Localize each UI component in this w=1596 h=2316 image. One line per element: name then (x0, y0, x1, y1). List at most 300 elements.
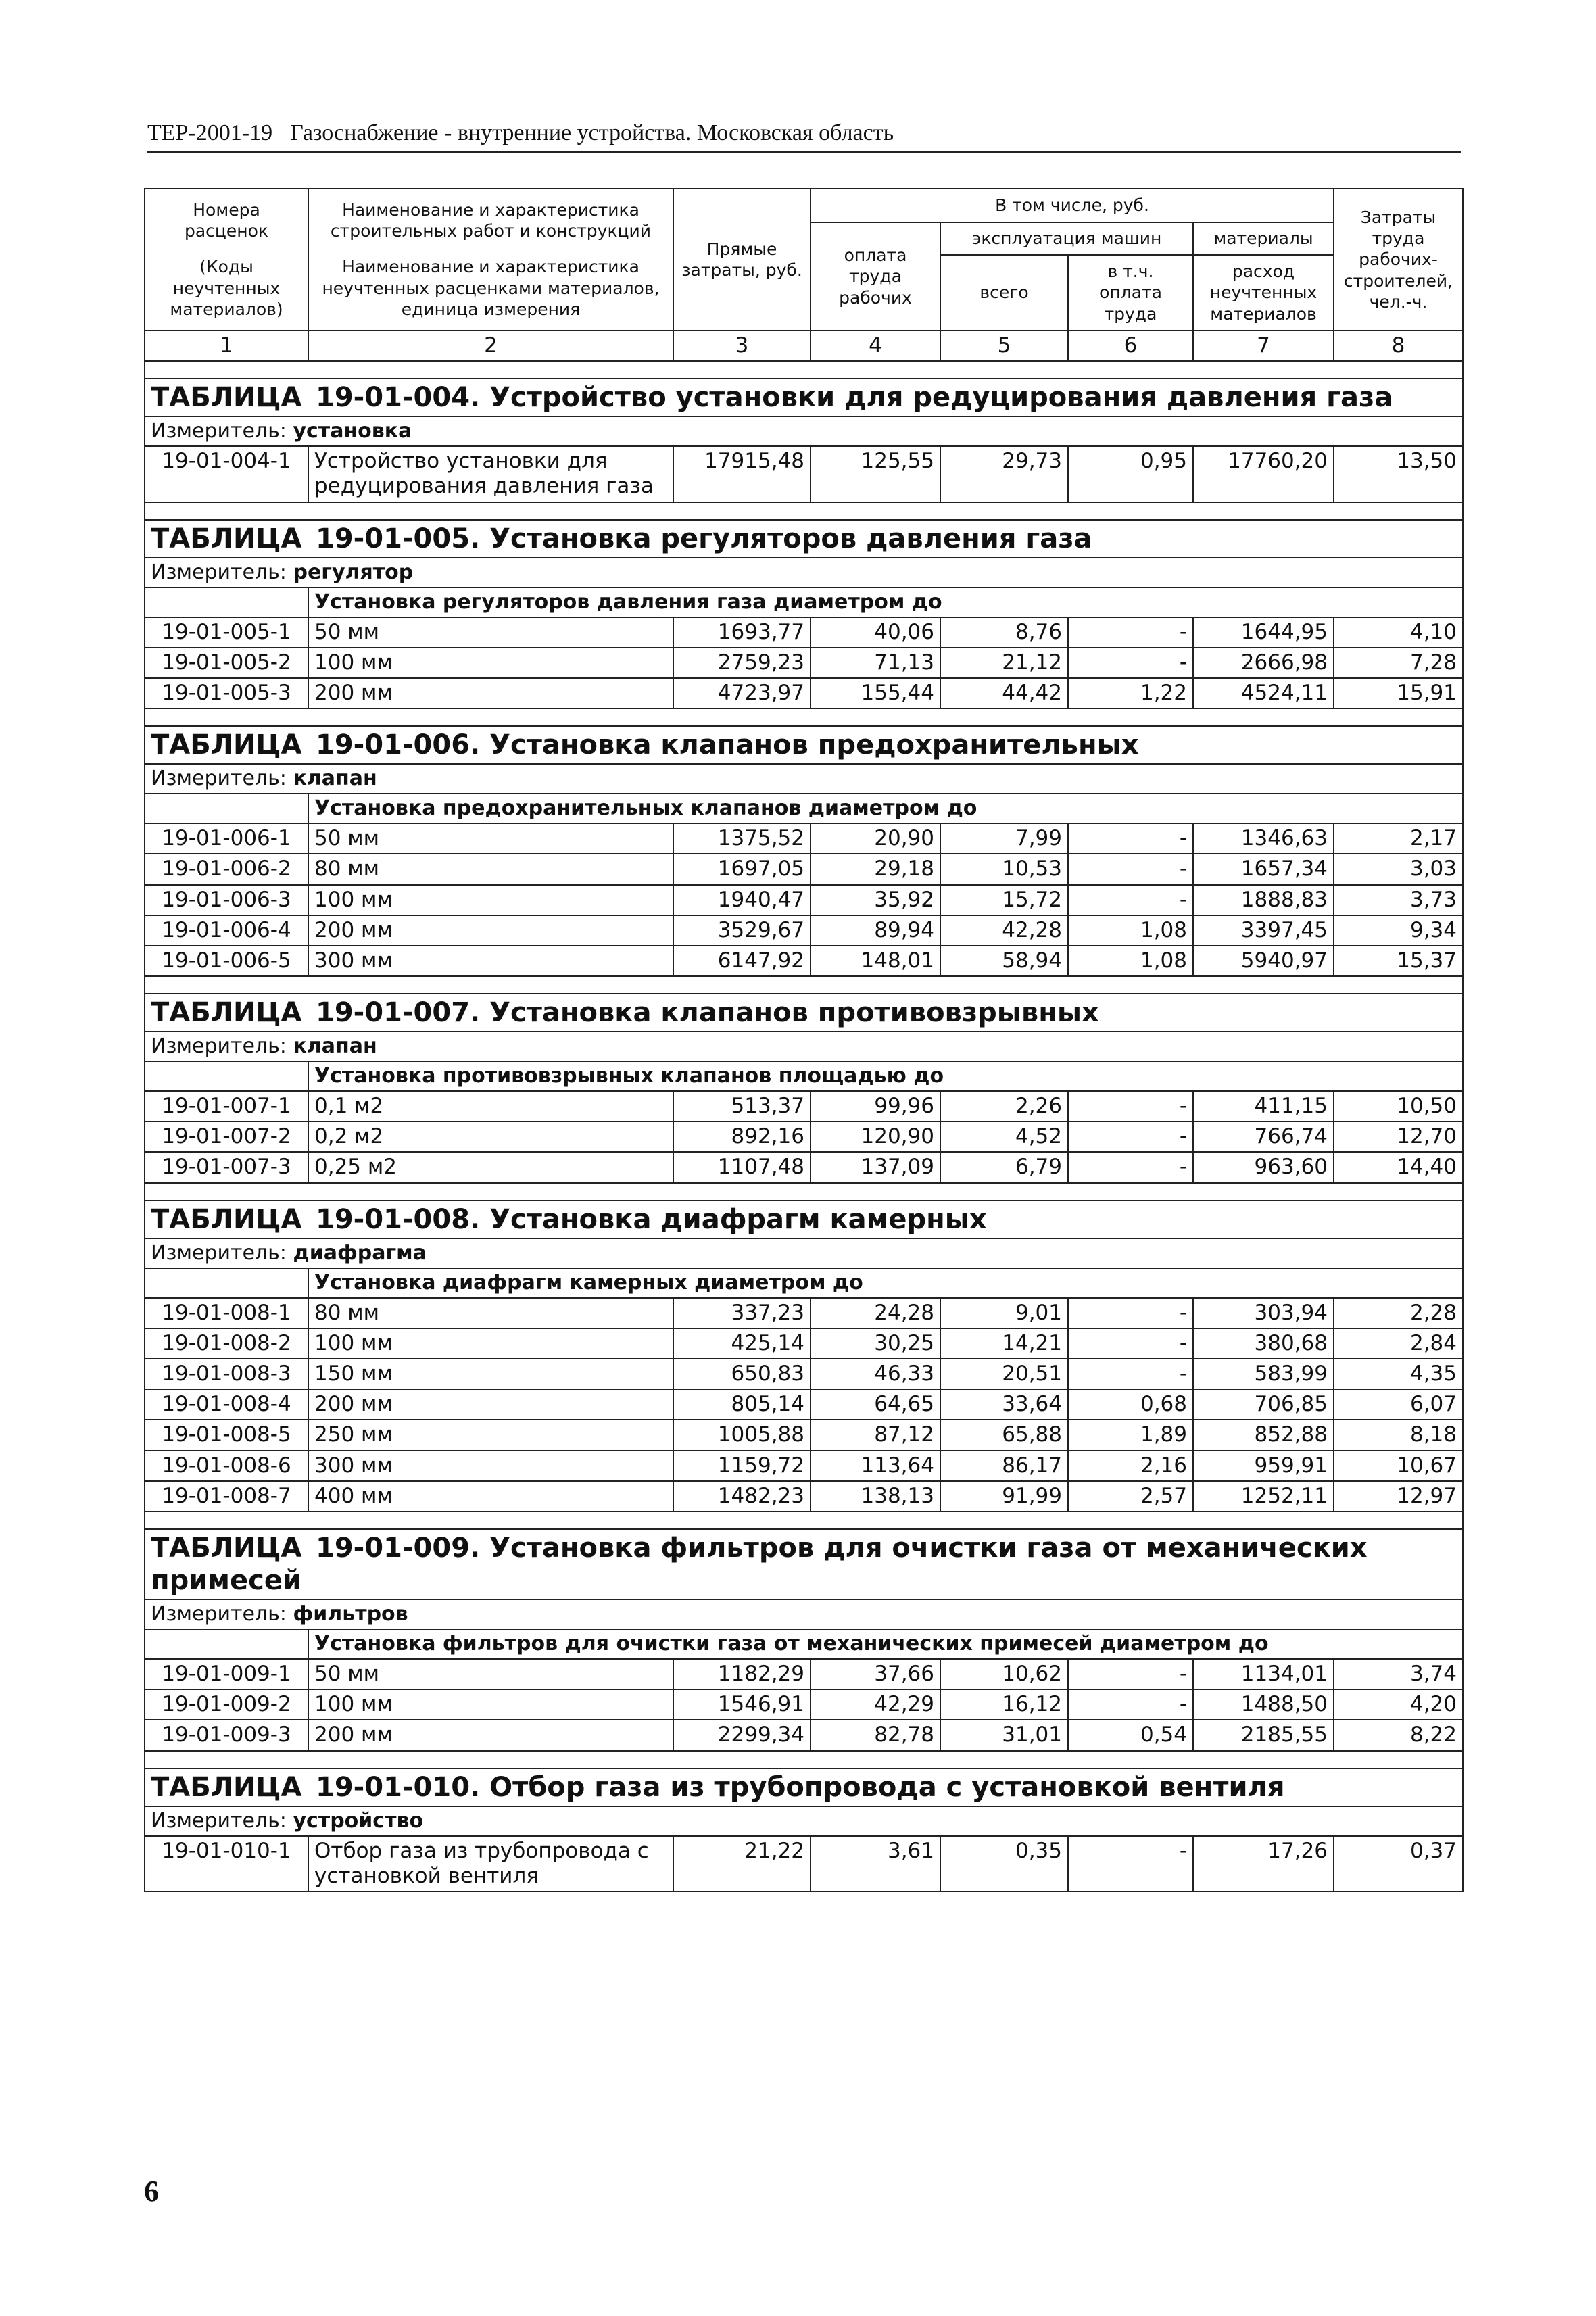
section-gap (145, 361, 1463, 379)
section-title-text: 19-01-004. Устройство установки для редуцирования давления газа (316, 382, 1393, 414)
value-hours: 8,22 (1334, 1720, 1463, 1750)
table-row (145, 823, 1463, 854)
rate-code: 19-01-006-1 (145, 823, 308, 854)
value-direct: 1375,52 (673, 823, 811, 854)
section-label: ТАБЛИЦА (151, 1203, 302, 1235)
rate-code: 19-01-008-5 (145, 1420, 308, 1450)
unit-value: клапан (293, 1034, 377, 1059)
gap-cell (145, 1751, 1463, 1768)
section-title (145, 1529, 1463, 1599)
value-mach-labor: 1,89 (1068, 1420, 1193, 1450)
rate-name: 100 мм (308, 885, 673, 915)
value-hours: 10,67 (1334, 1451, 1463, 1481)
rate-name: 0,2 м2 (308, 1121, 673, 1152)
section-label: ТАБЛИЦА (151, 1532, 302, 1564)
unit-value: клапан (293, 767, 377, 791)
section-label: ТАБЛИЦА (151, 523, 302, 554)
section-unit-row (145, 1806, 1463, 1836)
value-direct: 1546,91 (673, 1689, 811, 1720)
table-row (145, 1451, 1463, 1481)
table-row (145, 1328, 1463, 1359)
value-mat: 3397,45 (1193, 915, 1334, 946)
unit-label: Измеритель: (151, 767, 287, 791)
column-header-direct-costs: Прямые затраты, руб. (673, 189, 811, 331)
unit-value: регулятор (293, 560, 414, 584)
column-number: 8 (1334, 331, 1463, 361)
value-direct: 4723,97 (673, 678, 811, 708)
unit-label: Измеритель: (151, 1808, 287, 1833)
subheader-row (145, 1629, 1463, 1659)
section-title (145, 520, 1463, 558)
rate-code: 19-01-006-2 (145, 854, 308, 884)
column-number: 2 (308, 331, 673, 361)
value-mach: 29,73 (940, 446, 1068, 502)
value-mach: 21,12 (940, 648, 1068, 678)
table-row (145, 915, 1463, 946)
value-mach-labor: - (1068, 1152, 1193, 1182)
table-row (145, 885, 1463, 915)
section-unit (145, 764, 1463, 794)
value-mat: 852,88 (1193, 1420, 1334, 1450)
value-mach-labor: - (1068, 648, 1193, 678)
table-row (145, 678, 1463, 708)
column-number: 5 (940, 331, 1068, 361)
value-mach-labor: - (1068, 1659, 1193, 1689)
subheader-blank (145, 1268, 308, 1298)
value-direct: 1159,72 (673, 1451, 811, 1481)
value-labor: 30,25 (811, 1328, 940, 1359)
value-mat: 706,85 (1193, 1389, 1334, 1420)
subheader-text: Установка диафрагм камерных диаметром до (308, 1268, 1463, 1298)
section-unit-row (145, 558, 1463, 587)
section-unit (145, 1032, 1463, 1061)
rate-name: 80 мм (308, 854, 673, 884)
column-header-labor-hours: Затраты труда рабочих-строителей, чел.-ч. (1334, 189, 1463, 331)
subheader-row (145, 1268, 1463, 1298)
section-unit (145, 1599, 1463, 1629)
rate-code: 19-01-009-1 (145, 1659, 308, 1689)
unit-value: устройство (293, 1808, 424, 1833)
value-labor: 64,65 (811, 1389, 940, 1420)
value-labor: 155,44 (811, 678, 940, 708)
rate-name: 400 мм (308, 1481, 673, 1512)
value-mat: 583,99 (1193, 1359, 1334, 1389)
section-title-row (145, 379, 1463, 416)
column-number: 1 (145, 331, 308, 361)
rate-code: 19-01-009-2 (145, 1689, 308, 1720)
table-body (145, 361, 1463, 1891)
table-row (145, 854, 1463, 884)
rate-code: 19-01-005-2 (145, 648, 308, 678)
section-gap (145, 1751, 1463, 1768)
section-title (145, 994, 1463, 1032)
section-title-text: 19-01-007. Установка клапанов противовзрывных (316, 997, 1099, 1029)
section-title-row (145, 1201, 1463, 1238)
rate-code: 19-01-006-3 (145, 885, 308, 915)
value-mach-labor: - (1068, 1121, 1193, 1152)
value-labor: 148,01 (811, 946, 940, 976)
rate-code: 19-01-008-2 (145, 1328, 308, 1359)
value-direct: 650,83 (673, 1359, 811, 1389)
section-title-text: 19-01-006. Установка клапанов предохранительных (316, 729, 1139, 761)
value-mach-labor: - (1068, 1359, 1193, 1389)
table-header (145, 189, 1463, 361)
value-mach-labor: - (1068, 617, 1193, 648)
value-mach: 33,64 (940, 1389, 1068, 1420)
column-header-machines-labor: в т.ч. оплата труда (1068, 255, 1193, 331)
value-mat: 380,68 (1193, 1328, 1334, 1359)
gap-cell (145, 708, 1463, 726)
value-mat: 1488,50 (1193, 1689, 1334, 1720)
header-text-material-codes: (Коды неучтенных материалов) (170, 257, 283, 319)
value-mat: 1657,34 (1193, 854, 1334, 884)
column-number: 4 (811, 331, 940, 361)
header-text-code: Номера расценок (184, 199, 269, 241)
value-labor: 71,13 (811, 648, 940, 678)
section-title-row (145, 726, 1463, 764)
section-title (145, 379, 1463, 416)
table-row (145, 446, 1463, 502)
unit-label: Измеритель: (151, 1240, 287, 1265)
value-mach: 4,52 (940, 1121, 1068, 1152)
value-mach: 65,88 (940, 1420, 1068, 1450)
value-mach: 16,12 (940, 1689, 1068, 1720)
value-hours: 4,20 (1334, 1689, 1463, 1720)
section-label: ТАБЛИЦА (151, 997, 302, 1029)
section-title-text: 19-01-010. Отбор газа из трубопровода с установкой вентиля (316, 1771, 1285, 1803)
value-mach: 86,17 (940, 1451, 1068, 1481)
value-labor: 87,12 (811, 1420, 940, 1450)
rate-name: 300 мм (308, 1451, 673, 1481)
value-mach-labor: 1,22 (1068, 678, 1193, 708)
table-row (145, 946, 1463, 976)
value-mat: 1134,01 (1193, 1659, 1334, 1689)
section-title-row (145, 520, 1463, 558)
value-mach: 42,28 (940, 915, 1068, 946)
rate-name: 80 мм (308, 1298, 673, 1328)
value-hours: 10,50 (1334, 1091, 1463, 1121)
value-mat: 2666,98 (1193, 648, 1334, 678)
value-mat: 1644,95 (1193, 617, 1334, 648)
unit-label: Измеритель: (151, 1034, 287, 1059)
value-hours: 2,17 (1334, 823, 1463, 854)
rate-code: 19-01-007-1 (145, 1091, 308, 1121)
column-header-materials-consumption: расход неучтенных материалов (1193, 255, 1334, 331)
subheader-text: Установка фильтров для очистки газа от механических примесей диаметром до (308, 1629, 1463, 1659)
value-hours: 14,40 (1334, 1152, 1463, 1182)
section-unit-row (145, 416, 1463, 446)
value-labor: 82,78 (811, 1720, 940, 1750)
value-mach: 31,01 (940, 1720, 1068, 1750)
gap-cell (145, 1183, 1463, 1201)
unit-label: Измеритель: (151, 1601, 287, 1626)
rate-name: 100 мм (308, 1689, 673, 1720)
value-hours: 2,28 (1334, 1298, 1463, 1328)
section-label: ТАБЛИЦА (151, 382, 302, 414)
rate-code: 19-01-008-6 (145, 1451, 308, 1481)
value-mach: 20,51 (940, 1359, 1068, 1389)
value-mach: 91,99 (940, 1481, 1068, 1512)
column-header-group: В том числе, руб. (811, 189, 1334, 222)
rate-name: 0,25 м2 (308, 1152, 673, 1182)
column-header-machines-total: всего (940, 255, 1068, 331)
rate-code: 19-01-008-3 (145, 1359, 308, 1389)
section-title-text: 19-01-009. Установка фильтров для очистки газа от механических примесей (151, 1532, 1368, 1596)
value-labor: 120,90 (811, 1121, 940, 1152)
rate-code: 19-01-006-5 (145, 946, 308, 976)
table-row (145, 648, 1463, 678)
value-mach-labor: 0,68 (1068, 1389, 1193, 1420)
value-mach: 10,62 (940, 1659, 1068, 1689)
header-text-works: Наименование и характеристика строительных работ и конструкций (330, 199, 652, 241)
rate-name: 200 мм (308, 678, 673, 708)
rate-code: 19-01-008-4 (145, 1389, 308, 1420)
value-mat: 1888,83 (1193, 885, 1334, 915)
rate-name: 250 мм (308, 1420, 673, 1450)
rate-name: 50 мм (308, 1659, 673, 1689)
value-direct: 1005,88 (673, 1420, 811, 1450)
value-mach: 44,42 (940, 678, 1068, 708)
value-hours: 4,35 (1334, 1359, 1463, 1389)
value-hours: 7,28 (1334, 648, 1463, 678)
value-hours: 15,91 (1334, 678, 1463, 708)
table-row (145, 1659, 1463, 1689)
value-mach: 2,26 (940, 1091, 1068, 1121)
value-labor: 99,96 (811, 1091, 940, 1121)
value-labor: 125,55 (811, 446, 940, 502)
section-unit (145, 1238, 1463, 1268)
value-labor: 138,13 (811, 1481, 940, 1512)
value-direct: 2759,23 (673, 648, 811, 678)
rate-code: 19-01-008-1 (145, 1298, 308, 1328)
value-labor: 89,94 (811, 915, 940, 946)
rate-name: 0,1 м2 (308, 1091, 673, 1121)
section-gap (145, 1512, 1463, 1529)
value-hours: 12,97 (1334, 1481, 1463, 1512)
table-row (145, 1720, 1463, 1750)
value-hours: 2,84 (1334, 1328, 1463, 1359)
value-mach-labor: 1,08 (1068, 946, 1193, 976)
rate-code: 19-01-008-7 (145, 1481, 308, 1512)
subheader-text: Установка регуляторов давления газа диаметром до (308, 587, 1463, 617)
value-direct: 337,23 (673, 1298, 811, 1328)
value-mach-labor: - (1068, 1298, 1193, 1328)
section-title-row (145, 994, 1463, 1032)
value-labor: 29,18 (811, 854, 940, 884)
value-mat: 4524,11 (1193, 678, 1334, 708)
section-unit-row (145, 1032, 1463, 1061)
section-title (145, 1201, 1463, 1238)
rate-name: 50 мм (308, 823, 673, 854)
value-mat: 411,15 (1193, 1091, 1334, 1121)
value-hours: 9,34 (1334, 915, 1463, 946)
value-mach-labor: - (1068, 1689, 1193, 1720)
value-mat: 959,91 (1193, 1451, 1334, 1481)
value-mach: 6,79 (940, 1152, 1068, 1182)
table-row (145, 1420, 1463, 1450)
value-mat: 17,26 (1193, 1836, 1334, 1891)
rate-name: 200 мм (308, 1389, 673, 1420)
value-mach: 9,01 (940, 1298, 1068, 1328)
section-unit-row (145, 1238, 1463, 1268)
document-code: ТЕР-2001-19 (147, 120, 273, 145)
table-row (145, 1689, 1463, 1720)
value-direct: 1107,48 (673, 1152, 811, 1182)
gap-cell (145, 976, 1463, 994)
value-mach: 14,21 (940, 1328, 1068, 1359)
value-direct: 21,22 (673, 1836, 811, 1891)
value-mach-labor: 2,16 (1068, 1451, 1193, 1481)
table-row (145, 1152, 1463, 1182)
subheader-blank (145, 794, 308, 823)
value-hours: 3,74 (1334, 1659, 1463, 1689)
unit-label: Измеритель: (151, 419, 287, 443)
rate-code: 19-01-006-4 (145, 915, 308, 946)
rate-name: 100 мм (308, 1328, 673, 1359)
unit-value: фильтров (293, 1601, 408, 1626)
section-title-text: 19-01-005. Установка регуляторов давления газа (316, 523, 1092, 554)
value-mat: 303,94 (1193, 1298, 1334, 1328)
section-title (145, 726, 1463, 764)
value-direct: 425,14 (673, 1328, 811, 1359)
gap-cell (145, 1512, 1463, 1529)
column-header-materials: материалы (1193, 222, 1334, 255)
column-header-labor-pay: оплата труда рабочих (811, 222, 940, 331)
rates-table (144, 188, 1464, 1892)
table-row (145, 1298, 1463, 1328)
value-mach: 0,35 (940, 1836, 1068, 1891)
table-row (145, 1389, 1463, 1420)
column-header-name (308, 189, 673, 331)
section-unit (145, 1806, 1463, 1836)
value-direct: 892,16 (673, 1121, 811, 1152)
rate-code: 19-01-004-1 (145, 446, 308, 502)
value-mach-labor: 2,57 (1068, 1481, 1193, 1512)
value-mach-labor: - (1068, 854, 1193, 884)
value-hours: 15,37 (1334, 946, 1463, 976)
section-title (145, 1768, 1463, 1806)
rate-code: 19-01-009-3 (145, 1720, 308, 1750)
section-unit (145, 416, 1463, 446)
column-header-machines: эксплуатация машин (940, 222, 1193, 255)
section-title-row (145, 1768, 1463, 1806)
table-row (145, 1121, 1463, 1152)
gap-cell (145, 361, 1463, 379)
subheader-text: Установка противовзрывных клапанов площадью до (308, 1061, 1463, 1091)
value-mat: 5940,97 (1193, 946, 1334, 976)
rate-code: 19-01-005-3 (145, 678, 308, 708)
subheader-blank (145, 1629, 308, 1659)
value-direct: 1697,05 (673, 854, 811, 884)
value-labor: 3,61 (811, 1836, 940, 1891)
rate-name: Устройство установки для редуцирования давления газа (308, 446, 673, 502)
section-label: ТАБЛИЦА (151, 1771, 302, 1803)
value-hours: 3,73 (1334, 885, 1463, 915)
rate-name: 300 мм (308, 946, 673, 976)
rate-name: Отбор газа из трубопровода с установкой вентиля (308, 1836, 673, 1891)
value-labor: 137,09 (811, 1152, 940, 1182)
value-mach-labor: - (1068, 1836, 1193, 1891)
rate-name: 200 мм (308, 915, 673, 946)
subheader-blank (145, 1061, 308, 1091)
column-numbers-row (145, 331, 1463, 361)
value-mach: 7,99 (940, 823, 1068, 854)
column-number: 6 (1068, 331, 1193, 361)
document-title: Газоснабжение - внутренние устройства. Московская область (290, 120, 894, 145)
table-row (145, 1481, 1463, 1512)
value-labor: 42,29 (811, 1689, 940, 1720)
running-header (147, 120, 1461, 153)
section-gap (145, 976, 1463, 994)
value-mach-labor: 0,54 (1068, 1720, 1193, 1750)
unit-value: диафрагма (293, 1240, 427, 1265)
rate-name: 100 мм (308, 648, 673, 678)
value-mat: 2185,55 (1193, 1720, 1334, 1750)
section-title-text: 19-01-008. Установка диафрагм камерных (316, 1203, 987, 1235)
rate-name: 200 мм (308, 1720, 673, 1750)
unit-label: Измеритель: (151, 560, 287, 584)
value-mach-labor: 1,08 (1068, 915, 1193, 946)
table-row (145, 617, 1463, 648)
value-hours: 3,03 (1334, 854, 1463, 884)
gap-cell (145, 502, 1463, 520)
rate-name: 150 мм (308, 1359, 673, 1389)
unit-value: установка (293, 419, 412, 443)
subheader-row (145, 794, 1463, 823)
value-mach-labor: - (1068, 885, 1193, 915)
value-mach-labor: 0,95 (1068, 446, 1193, 502)
rate-code: 19-01-010-1 (145, 1836, 308, 1891)
value-direct: 1940,47 (673, 885, 811, 915)
value-hours: 13,50 (1334, 446, 1463, 502)
rate-name: 50 мм (308, 617, 673, 648)
value-direct: 513,37 (673, 1091, 811, 1121)
value-mach-labor: - (1068, 1328, 1193, 1359)
section-gap (145, 502, 1463, 520)
value-mach: 58,94 (940, 946, 1068, 976)
value-mat: 17760,20 (1193, 446, 1334, 502)
value-hours: 0,37 (1334, 1836, 1463, 1891)
section-unit (145, 558, 1463, 587)
value-mach-labor: - (1068, 823, 1193, 854)
value-direct: 3529,67 (673, 915, 811, 946)
section-unit-row (145, 764, 1463, 794)
column-number: 3 (673, 331, 811, 361)
value-mat: 1252,11 (1193, 1481, 1334, 1512)
section-unit-row (145, 1599, 1463, 1629)
section-label: ТАБЛИЦА (151, 729, 302, 761)
table-row (145, 1836, 1463, 1891)
value-direct: 805,14 (673, 1389, 811, 1420)
value-mach: 15,72 (940, 885, 1068, 915)
value-mach: 8,76 (940, 617, 1068, 648)
value-labor: 35,92 (811, 885, 940, 915)
value-mach: 10,53 (940, 854, 1068, 884)
header-text-materials: Наименование и характеристика неучтенных расценками материалов, единица измерения (322, 257, 660, 319)
value-direct: 1182,29 (673, 1659, 811, 1689)
section-title-row (145, 1529, 1463, 1599)
value-direct: 6147,92 (673, 946, 811, 976)
value-mach-labor: - (1068, 1091, 1193, 1121)
value-direct: 1482,23 (673, 1481, 811, 1512)
value-labor: 113,64 (811, 1451, 940, 1481)
value-labor: 40,06 (811, 617, 940, 648)
subheader-text: Установка предохранительных клапанов диаметром до (308, 794, 1463, 823)
rate-code: 19-01-007-2 (145, 1121, 308, 1152)
value-direct: 2299,34 (673, 1720, 811, 1750)
table-row (145, 1359, 1463, 1389)
column-number: 7 (1193, 331, 1334, 361)
